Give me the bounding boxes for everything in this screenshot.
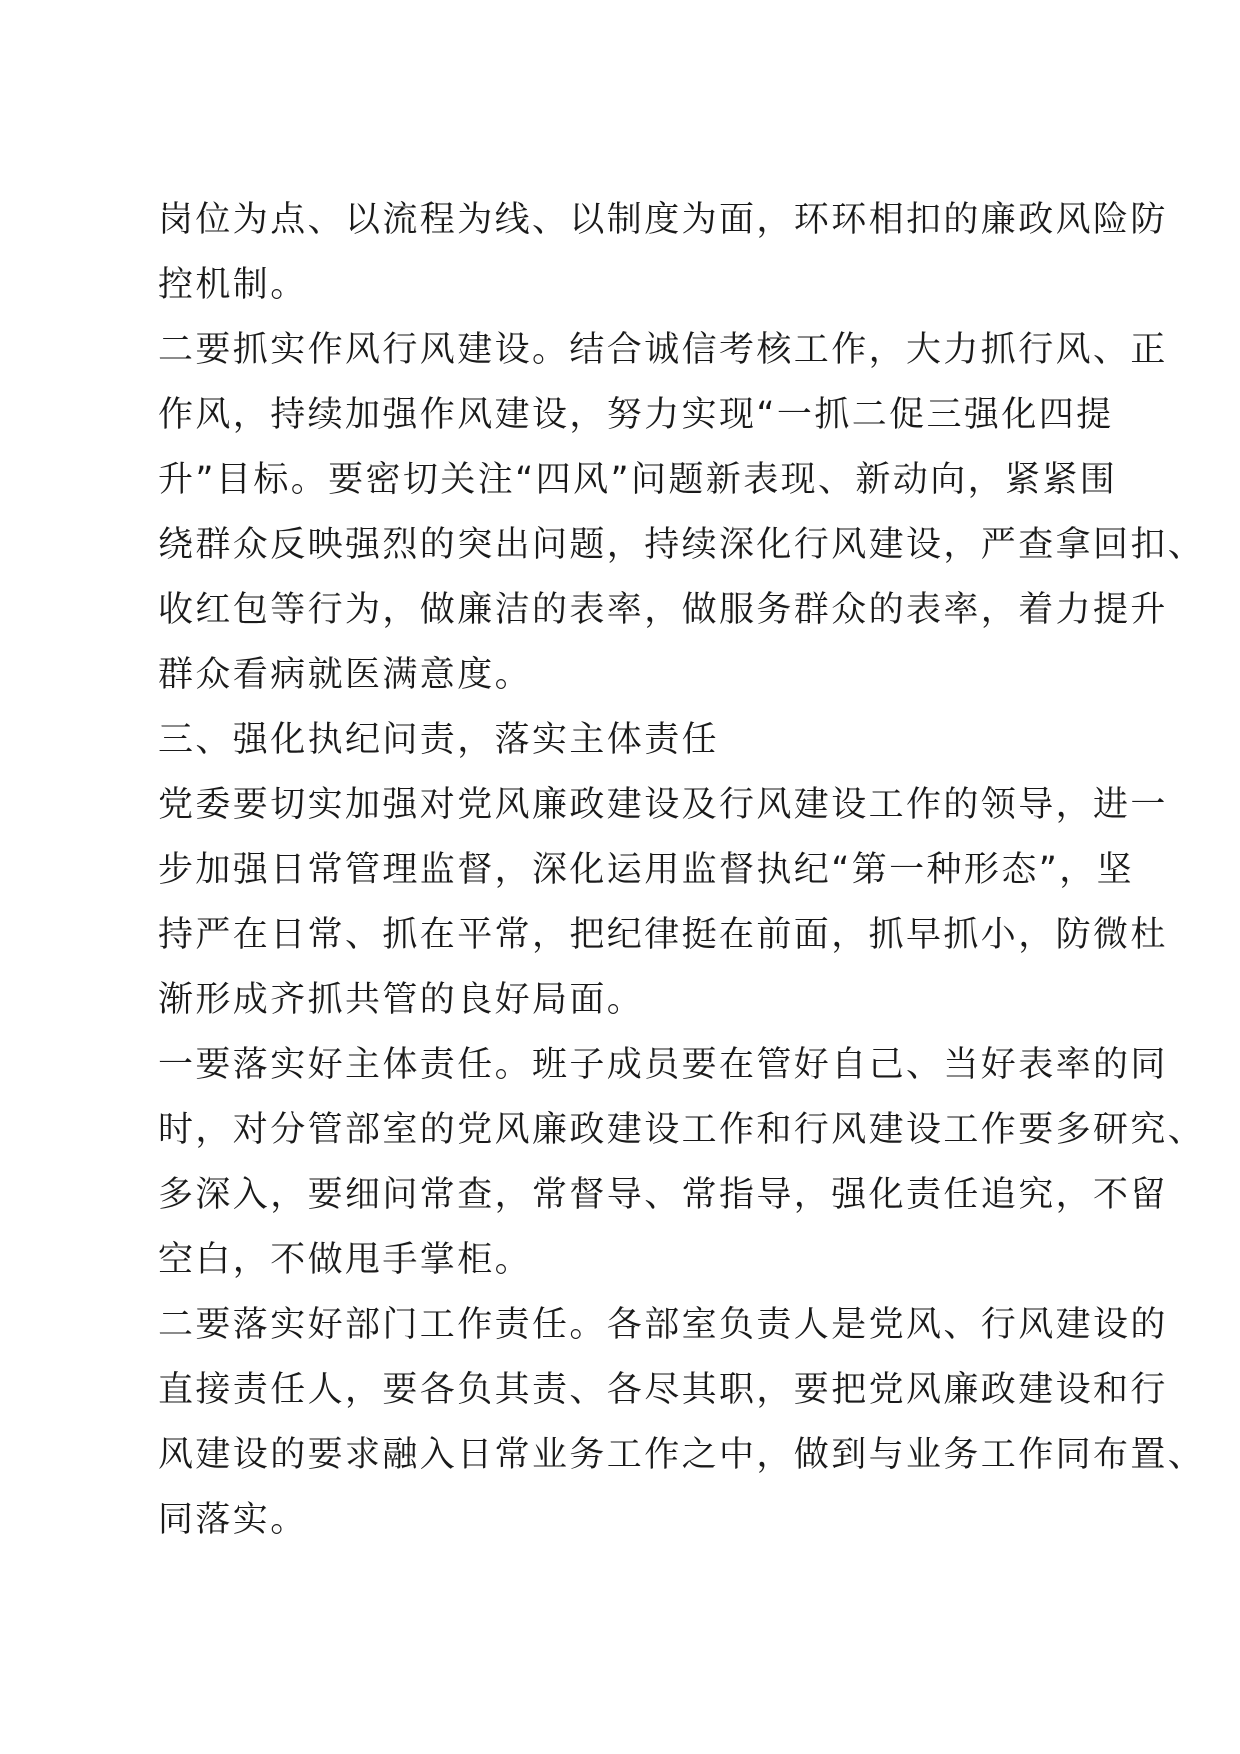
text-line: 作风，持续加强作风建设，努力实现“一抓二促三强化四提 <box>158 395 1114 435</box>
text-line: 党委要切实加强对党风廉政建设及行风建设工作的领导，进一 <box>158 785 1168 825</box>
section-heading: 三、强化执纪问责，落实主体责任 <box>158 720 720 760</box>
text-line: 多深入，要细问常查，常督导、常指导，强化责任追究，不留 <box>158 1175 1168 1215</box>
text-line: 一要落实好主体责任。班子成员要在管好自己、当好表率的同 <box>158 1045 1168 1085</box>
text-line: 持严在日常、抓在平常，把纪律挺在前面，抓早抓小，防微杜 <box>158 915 1168 955</box>
text-line: 群众看病就医满意度。 <box>158 655 533 695</box>
text-line: 同落实。 <box>158 1500 308 1540</box>
text-line: 风建设的要求融入日常业务工作之中，做到与业务工作同布置、 <box>158 1435 1206 1475</box>
text-line: 时，对分管部室的党风廉政建设工作和行风建设工作要多研究、 <box>158 1110 1206 1150</box>
text-line: 二要落实好部门工作责任。各部室负责人是党风、行风建设的 <box>158 1305 1168 1345</box>
text-line: 空白，不做甩手掌柜。 <box>158 1240 533 1280</box>
text-line: 渐形成齐抓共管的良好局面。 <box>158 980 645 1020</box>
text-line: 绕群众反映强烈的突出问题，持续深化行风建设，严查拿回扣、 <box>158 525 1206 565</box>
text-line: 二要抓实作风行风建设。结合诚信考核工作，大力抓行风、正 <box>158 330 1168 370</box>
text-line: 升”目标。要密切关注“四风”问题新表现、新动向，紧紧围 <box>158 460 1118 500</box>
text-line: 岗位为点、以流程为线、以制度为面，环环相扣的廉政风险防 <box>158 200 1168 240</box>
text-line: 步加强日常管理监督，深化运用监督执纪“第一种形态”，坚 <box>158 850 1135 890</box>
text-line: 收红包等行为，做廉洁的表率，做服务群众的表率，着力提升 <box>158 590 1168 630</box>
text-line: 控机制。 <box>158 265 308 305</box>
body-text <box>158 188 1206 1553</box>
text-line: 直接责任人，要各负其责、各尽其职，要把党风廉政建设和行 <box>158 1370 1168 1410</box>
